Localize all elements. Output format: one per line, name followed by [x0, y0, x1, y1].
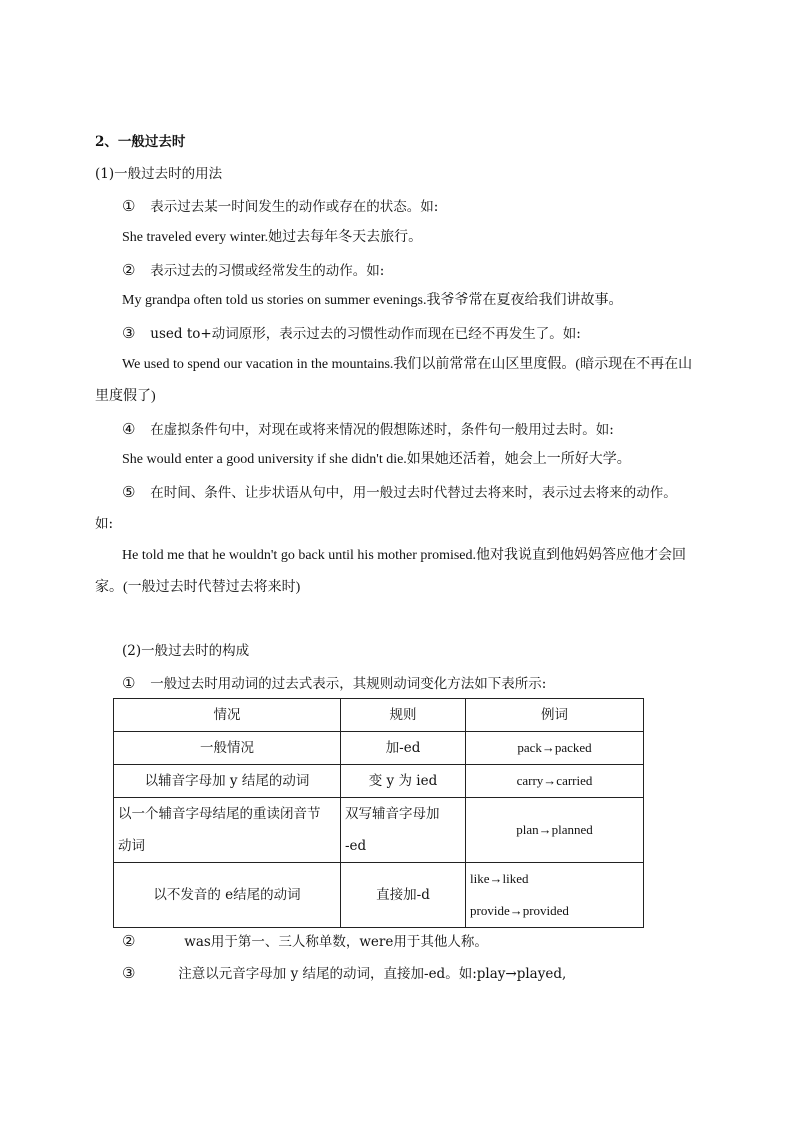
row-4-situation: 以不发音的 e结尾的动词 — [114, 863, 341, 928]
usage-1-rule: 表示过去某一时间发生的动作或存在的状态。如: — [150, 199, 439, 215]
usage-1-number: ① — [122, 197, 136, 215]
row-4-rule: 直接加-d — [341, 863, 466, 928]
usage-3-rule: used to+动词原形，表示过去的习惯性动作而现在已经不再发生了。如: — [150, 326, 581, 342]
row-2-rule: 变 y 为 ied — [341, 765, 466, 798]
row-3-rule — [341, 798, 466, 863]
row-1-situation: 一般情况 — [114, 732, 341, 765]
row-3-situation-line1: 以一个辅音字母结尾的重读闭音节 — [118, 806, 321, 822]
usage-4-rule: 在虚拟条件句中，对现在或将来情况的假想陈述时，条件句一般用过去时。如: — [150, 422, 614, 438]
usage-1-example: She traveled every winter.她过去每年冬天去旅行。 — [122, 230, 423, 245]
form-heading: (2)一般过去时的构成 — [122, 643, 250, 659]
section-title: 2、一般过去时 — [95, 134, 186, 150]
usage-5-rule-line2: 如: — [95, 516, 114, 532]
usage-4 — [122, 420, 614, 439]
table-row — [114, 798, 644, 863]
usage-5-number: ⑤ — [122, 483, 136, 501]
header-situation: 情况 — [114, 699, 341, 732]
usage-2-number: ② — [122, 261, 136, 279]
row-1-rule: 加-ed — [341, 732, 466, 765]
row-4-example-line2: provide→provided — [470, 903, 569, 918]
row-3-example: plan→planned — [466, 798, 644, 863]
table-header-row — [114, 699, 644, 732]
form-item-2-text: was用于第一、三人称单数，were用于其他人称。 — [184, 934, 488, 950]
usage-5-example-line2: 家。(一般过去时代替过去将来时) — [95, 580, 301, 595]
usage-2 — [122, 261, 384, 280]
usage-5-rule: 在时间、条件、让步状语从句中，用一般过去时代替过去将来时，表示过去将来的动作。 — [150, 485, 677, 501]
row-4-example — [466, 863, 644, 928]
usage-1 — [122, 197, 438, 216]
form-item-3-number: ③ — [122, 964, 136, 982]
row-3-rule-line1: 双写辅音字母加 — [345, 806, 440, 822]
form-item-2 — [122, 932, 488, 951]
usage-5-example-line1: He told me that he wouldn't go back until his mother promised.他对我说直到他妈妈答应他才会回 — [122, 548, 687, 563]
usage-3-example-line2: 里度假了) — [95, 389, 156, 404]
row-3-situation — [114, 798, 341, 863]
usage-3-number: ③ — [122, 324, 136, 342]
form-item-1-number: ① — [122, 674, 136, 692]
header-example: 例词 — [466, 699, 644, 732]
table-row — [114, 765, 644, 798]
row-2-example: carry→carried — [466, 765, 644, 798]
form-item-3 — [122, 964, 566, 983]
usage-4-number: ④ — [122, 420, 136, 438]
usage-5 — [122, 483, 677, 502]
table-row — [114, 863, 644, 928]
row-3-situation-line2: 动词 — [118, 838, 145, 854]
usage-4-example: She would enter a good university if she didn't die.如果她还活着，她会上一所好大学。 — [122, 452, 631, 467]
row-3-rule-line2: -ed — [345, 838, 367, 854]
usage-heading: (1)一般过去时的用法 — [95, 166, 223, 182]
table-row — [114, 732, 644, 765]
usage-3-example-line1: We used to spend our vacation in the mountains.我们以前常常在山区里度假。(暗示现在不再在山 — [122, 357, 693, 372]
form-item-2-number: ② — [122, 932, 136, 950]
usage-3 — [122, 324, 581, 343]
header-rule: 规则 — [341, 699, 466, 732]
row-4-example-line1: like→liked — [470, 871, 529, 886]
verb-rules-table — [113, 698, 644, 928]
form-item-1 — [122, 674, 546, 693]
row-2-situation: 以辅音字母加 y 结尾的动词 — [114, 765, 341, 798]
form-item-1-text: 一般过去时用动词的过去式表示，其规则动词变化方法如下表所示: — [150, 676, 547, 692]
usage-2-example: My grandpa often told us stories on summer evenings.我爷爷常在夏夜给我们讲故事。 — [122, 293, 623, 308]
form-item-3-text: 注意以元音字母加 y 结尾的动词，直接加-ed。如:play→played, — [178, 966, 567, 982]
usage-2-rule: 表示过去的习惯或经常发生的动作。如: — [150, 263, 385, 279]
row-1-example: pack→packed — [466, 732, 644, 765]
